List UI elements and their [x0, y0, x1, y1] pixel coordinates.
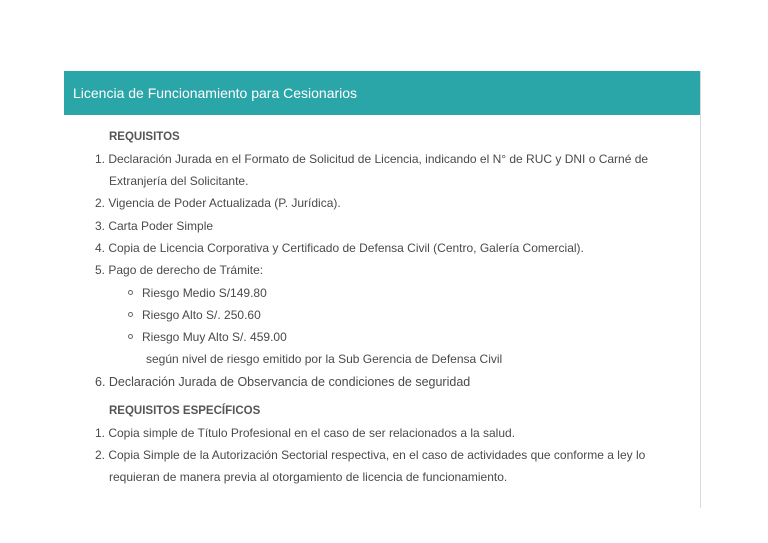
requisito-item-1-continuation: Extranjería del Solicitante.: [109, 174, 249, 188]
circle-bullet-icon: [128, 312, 133, 317]
especifico-item-1: 1. Copia simple de Título Profesional en el caso de ser relacionados a la salud.: [95, 426, 516, 440]
requisitos-heading: REQUISITOS: [109, 131, 180, 143]
requisito-item-3: 3. Carta Poder Simple: [95, 219, 214, 233]
requisito-item-6: 6. Declaración Jurada de Observancia de condiciones de seguridad: [95, 375, 471, 389]
panel-title: Licencia de Funcionamiento para Cesionarios: [64, 71, 700, 115]
requisito-item-4: 4. Copia de Licencia Corporativa y Certificado de Defensa Civil (Centro, Galería Comercial).: [95, 241, 584, 255]
requisito-item-2: 2. Vigencia de Poder Actualizada (P. Jurídica).: [95, 196, 341, 210]
fee-label: Riesgo Medio S/149.80: [142, 286, 267, 300]
requisito-item-1: 1. Declaración Jurada en el Formato de Solicitud de Licencia, indicando el N° de RUC y DNI o Carné de: [95, 152, 649, 166]
fee-item-medio: [128, 282, 267, 305]
especifico-item-2-continuation: requieran de manera previa al otorgamiento de licencia de funcionamiento.: [109, 470, 508, 484]
fee-item-alto: [128, 304, 261, 327]
fee-label: Riesgo Alto S/. 250.60: [142, 308, 261, 322]
fee-label: Riesgo Muy Alto S/. 459.00: [142, 330, 287, 344]
requisito-item-5: 5. Pago de derecho de Trámite:: [95, 263, 264, 277]
risk-note: según nivel de riesgo emitido por la Sub Gerencia de Defensa Civil: [146, 352, 503, 366]
especifico-item-2: 2. Copia Simple de la Autorización Sectorial respectiva, en el caso de actividades que conforme a ley lo: [95, 448, 646, 462]
circle-bullet-icon: [128, 334, 133, 339]
especificos-heading: REQUISITOS ESPECÍFICOS: [109, 405, 261, 417]
fee-item-muy-alto: [128, 326, 287, 349]
license-panel: [64, 71, 701, 508]
circle-bullet-icon: [128, 290, 133, 295]
